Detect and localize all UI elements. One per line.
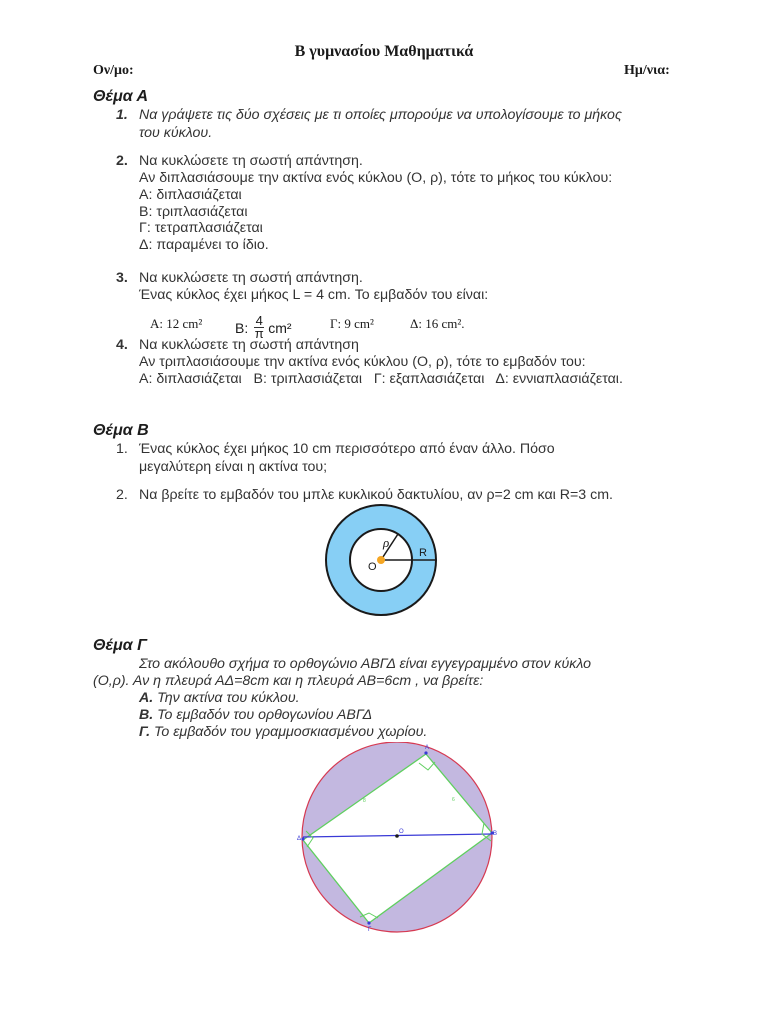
label-a: Α <box>425 745 430 751</box>
c-item-c-label: Γ. <box>139 724 151 740</box>
label-side-6: 6 <box>452 797 455 803</box>
vertex-a-point <box>424 751 427 754</box>
label-side-8: 8 <box>363 798 366 804</box>
label-R: R <box>419 547 427 559</box>
c-item-c <box>139 724 427 741</box>
c-item-a <box>139 690 300 707</box>
q3-option-d: Δ: 16 cm². <box>410 316 465 331</box>
q3-line2: Ένας κύκλος έχει μήκος L = 4 cm. Το εμβαδόν του είναι: <box>139 287 489 303</box>
q1-number: 1. <box>116 107 128 123</box>
b-q2-line1: Να βρείτε το εμβαδόν του μπλε κυκλικού δακτυλίου, αν ρ=2 cm και R=3 cm. <box>139 487 613 503</box>
q2-option-d: Δ: παραμένει το ίδιο. <box>139 237 269 253</box>
q2-line1: Να κυκλώσετε τη σωστή απάντηση. <box>139 153 363 169</box>
fraction-numerator: 4 <box>255 313 263 328</box>
fraction-denominator: π <box>254 326 264 341</box>
q2-option-c: Γ: τετραπλασιάζεται <box>139 220 263 236</box>
name-label: Ον/μο: <box>93 63 134 78</box>
inscribed-rectangle-figure <box>296 742 498 934</box>
b-q1-number: 1. <box>116 441 128 457</box>
annulus-figure <box>318 502 444 618</box>
c-item-b <box>139 707 372 724</box>
label-b: Β <box>493 831 498 837</box>
q2-option-a: Α: διπλασιάζεται <box>139 187 242 203</box>
q3-option-c: Γ: 9 cm² <box>330 316 374 331</box>
q2-line2: Αν διπλασιάσουμε την ακτίνα ενός κύκλου (Ο, ρ), τότε το μήκος του κύκλου: <box>139 170 613 186</box>
label-g: Γ <box>368 927 372 933</box>
q4-number: 4. <box>116 337 128 353</box>
theme-a-heading: Θέμα Α <box>93 88 149 105</box>
q3-line1: Να κυκλώσετε τη σωστή απάντηση. <box>139 270 363 286</box>
c-item-b-text: Το εμβαδόν του ορθογωνίου ΑΒΓΔ <box>153 707 373 723</box>
label-rho: ρ <box>383 535 390 550</box>
label-o: Ο <box>399 829 404 835</box>
c-item-c-text: Το εμβαδόν του γραμμοσκιασμένου χωρίου. <box>150 724 428 740</box>
q2-option-b: Β: τριπλασιάζεται <box>139 204 248 220</box>
label-O: O <box>368 561 377 573</box>
vertex-g-point <box>367 921 370 924</box>
c-intro-line1: Στο ακόλουθο σχήμα το ορθογώνιο ΑΒΓΔ είναι εγγεγραμμένο στον κύκλο <box>139 656 592 672</box>
b-q1-line1: Ένας κύκλος έχει μήκος 10 cm περισσότερο από έναν άλλο. Πόσο <box>139 441 555 457</box>
q4-line1: Να κυκλώσετε τη σωστή απάντηση <box>139 337 359 353</box>
q3-number: 3. <box>116 270 128 286</box>
b-q2-number: 2. <box>116 487 128 503</box>
date-label: Ημ/νια: <box>624 63 670 78</box>
vertex-d-point <box>301 837 304 840</box>
q4-line2: Αν τριπλασιάσουμε την ακτίνα ενός κύκλου (Ο, ρ), τότε το εμβαδόν του: <box>139 354 586 370</box>
q2-number: 2. <box>116 153 128 169</box>
q3-option-b-unit: cm² <box>268 319 292 336</box>
c-item-a-label: Α. <box>139 690 154 706</box>
b-q1-line2: μεγαλύτερη είναι η ακτίνα του; <box>139 459 328 475</box>
theme-b-heading: Θέμα Β <box>93 422 149 439</box>
q1-line1: Να γράψετε τις δύο σχέσεις με τι οποίες μπορούμε να υπολογίσουμε το μήκος <box>139 107 622 123</box>
q1-line2: του κύκλου. <box>139 125 213 141</box>
c-item-a-text: Την ακτίνα του κύκλου. <box>153 690 300 706</box>
q3-option-b-prefix: Β: <box>235 319 249 336</box>
label-d: Δ <box>297 836 302 842</box>
page-title: Β γυμνασίου Μαθηματικά <box>294 43 474 60</box>
center-point <box>377 556 385 564</box>
q4-options: Α: διπλασιάζεται Β: τριπλασιάζεται Γ: εξαπλασιάζεται Δ: εννιαπλασιάζεται. <box>139 371 623 387</box>
c-item-b-label: Β. <box>139 707 154 723</box>
c-intro-line2: (Ο,ρ). Αν η πλευρά ΑΔ=8cm και η πλευρά ΑΒ=6cm , να βρείτε: <box>93 673 484 689</box>
theme-c-heading: Θέμα Γ <box>93 637 147 654</box>
q3-option-a: Α: 12 cm² <box>150 316 203 331</box>
